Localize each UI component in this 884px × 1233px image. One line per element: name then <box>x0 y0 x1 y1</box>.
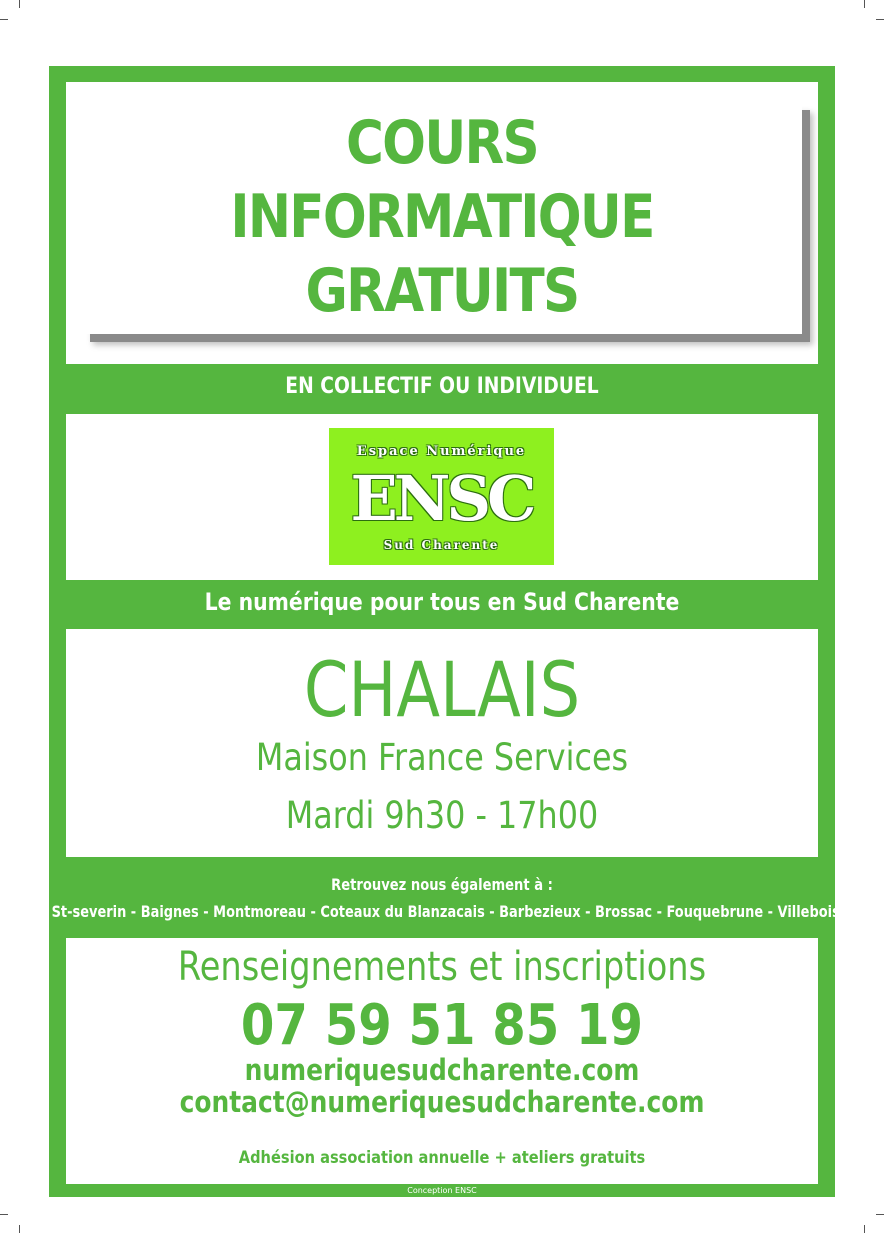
phone-number: 07 59 51 85 19 <box>240 993 644 1058</box>
design-credit: Conception ENSC <box>407 1186 477 1195</box>
membership-note: Adhésion association annuelle + ateliers gratuits <box>238 1148 646 1168</box>
band-tagline: Le numérique pour tous en Sud Charente <box>204 588 680 616</box>
website-link[interactable]: numeriquesudcharente.com <box>244 1053 640 1087</box>
crop-mark <box>876 1214 884 1215</box>
title-line-2: INFORMATIQUE <box>230 182 654 252</box>
logo-main-text: ENSC <box>350 462 533 535</box>
also-label: Retrouvez nous également à : <box>331 875 553 894</box>
band-collectif: EN COLLECTIF OU INDIVIDUEL <box>285 374 599 399</box>
schedule-text: Mardi 9h30 - 17h00 <box>285 794 599 837</box>
crop-mark <box>0 1214 8 1215</box>
contact-heading: Renseignements et inscriptions <box>177 944 707 990</box>
crop-mark <box>864 1225 865 1233</box>
crop-mark <box>0 19 8 20</box>
email-link[interactable]: contact@numeriquesudcharente.com <box>179 1085 705 1119</box>
title-card <box>82 102 802 334</box>
crop-mark <box>19 0 20 8</box>
title-line-3: GRATUITS <box>305 256 579 326</box>
crop-mark <box>864 0 865 8</box>
city-name: CHALAIS <box>303 645 581 734</box>
title-line-1: COURS <box>346 108 538 178</box>
ensc-logo <box>329 428 554 565</box>
logo-top-text: Espace Numérique <box>356 444 527 459</box>
logo-bottom-text: Sud Charente <box>383 538 500 552</box>
also-places: St-severin - Baignes - Montmoreau - Coteaux du Blanzacais - Barbezieux - Brossac - Fouquebrune - Villebois <box>51 902 840 921</box>
crop-mark <box>19 1225 20 1233</box>
crop-mark <box>876 19 884 20</box>
venue-name: Maison France Services <box>255 736 629 779</box>
